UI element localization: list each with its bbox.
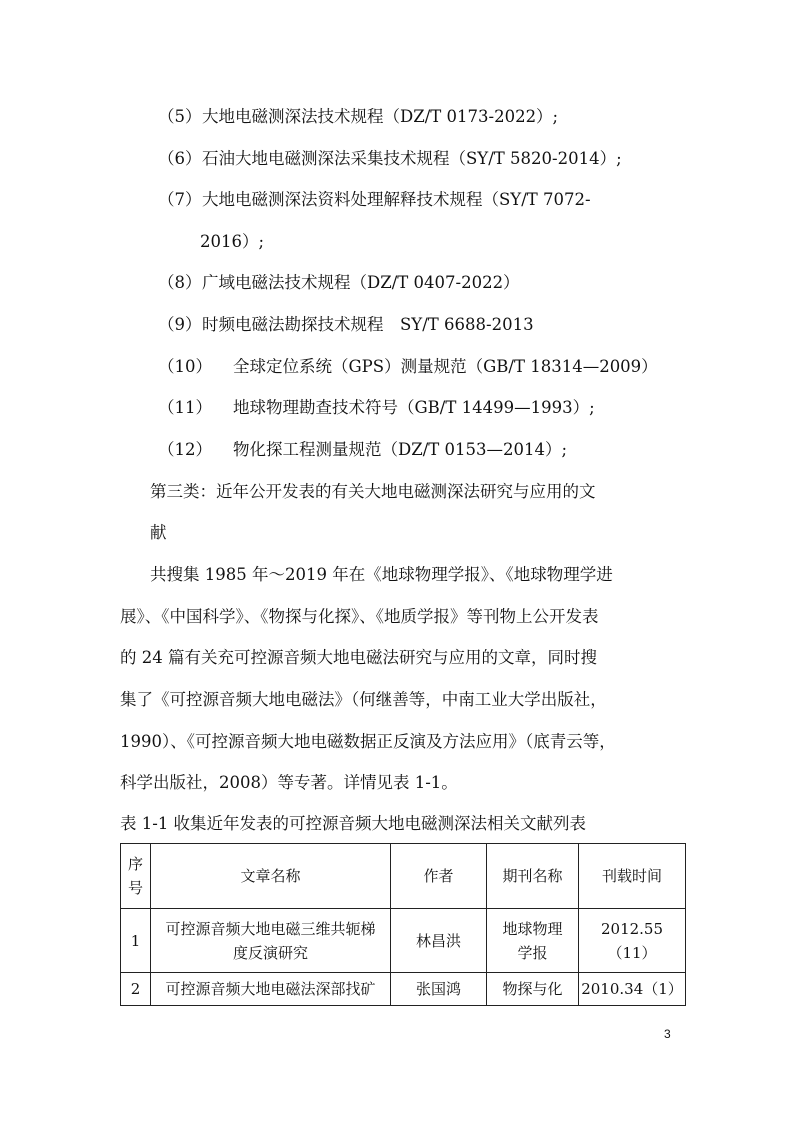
cell-title-line: 度反演研究 [232,943,308,962]
section-heading: 第三类：近年公开发表的有关大地电磁测深法研究与应用的文 [150,482,596,501]
header-author: 作者 [391,844,487,909]
standard-text: 广域电磁法技术规程（DZ/T 0407-2022） [202,273,520,292]
paragraph-line: 的 24 篇有关充可控源音频大地电磁法研究与应用的文章，同时搜 [120,648,597,667]
cell-date: 2010.34（1） [579,973,686,1006]
cell-author: 林昌洪 [391,909,487,973]
standard-text: 大地电磁测深法资料处理解释技术规程（SY/T 7072- [202,190,591,209]
cell-date [579,909,686,973]
paragraph-line: 集了《可控源音频大地电磁法》（何继善等，中南工业大学出版社， [120,690,607,709]
cell-journal-line: 地球物理 [502,919,563,938]
standard-item-9 [158,314,534,336]
header-title: 文章名称 [151,844,391,909]
paragraph-line: 1990）、《可控源音频大地电磁数据正反演及方法应用》（底青云等， [120,732,616,751]
standard-number: （6） [158,149,202,168]
standard-item-11 [158,397,595,419]
standard-number: （12） [158,440,212,459]
standard-item-6 [158,148,622,170]
paragraph-line: 科学出版社，2008）等专著。详情见表 1-1。 [120,773,458,792]
header-date: 刊载时间 [579,844,686,909]
cell-title [151,909,391,973]
header-journal: 期刊名称 [487,844,579,909]
table-row [121,909,686,973]
cell-date-line: 2012.55 [600,919,664,938]
standard-item-7 [158,189,591,211]
cell-title-line: 可控源音频大地电磁三维共轭梯 [165,919,376,938]
standard-text: 石油大地电磁测深法采集技术规程（SY/T 5820-2014）; [202,149,622,168]
table-caption: 表 1-1 收集近年发表的可控源音频大地电磁测深法相关文献列表 [120,814,587,833]
standard-text: 地球物理勘查技术符号（GB/T 14499—1993）; [233,398,595,417]
standard-item-7-continuation: 2016）; [200,232,265,251]
cell-date-line: （11） [607,943,657,962]
cell-seq: 2 [121,973,151,1006]
header-seq [121,844,151,909]
cell-journal-line: 学报 [517,943,548,962]
literature-table [120,843,686,1006]
section-heading-continuation: 献 [150,523,167,542]
header-seq-line1: 序 [127,855,143,873]
standard-number: （5） [158,107,202,126]
standard-item-12 [158,439,567,461]
cell-author: 张国鸿 [391,973,487,1006]
cell-title: 可控源音频大地电磁法深部找矿 [151,973,391,1006]
standard-item-5 [158,106,558,128]
standard-text: 时频电磁法勘探技术规程 SY/T 6688-2013 [202,315,534,334]
standard-number: （9） [158,315,202,334]
cell-journal [487,909,579,973]
cell-seq: 1 [121,909,151,973]
paragraph-line: 共搜集 1985 年～2019 年在《地球物理学报》、《地球物理学进 [150,565,613,584]
standard-number: （8） [158,273,202,292]
standard-number: （7） [158,190,202,209]
table-row [121,973,686,1006]
table-header-row [121,844,686,909]
standard-text: 大地电磁测深法技术规程（DZ/T 0173-2022）; [202,107,559,126]
standard-item-8 [158,272,520,294]
standard-item-10 [158,356,658,378]
standard-text: 全球定位系统（GPS）测量规范（GB/T 18314—2009） [233,357,658,376]
paragraph-line: 展》、《中国科学》、《物探与化探》、《地质学报》等刊物上公开发表 [120,607,599,626]
cell-journal: 物探与化 [487,973,579,1006]
page-number: 3 [664,1027,671,1041]
standard-number: （10） [158,357,212,376]
standard-text: 物化探工程测量规范（DZ/T 0153—2014）; [233,440,568,459]
header-seq-line2: 号 [127,879,143,897]
standard-number: （11） [158,398,212,417]
